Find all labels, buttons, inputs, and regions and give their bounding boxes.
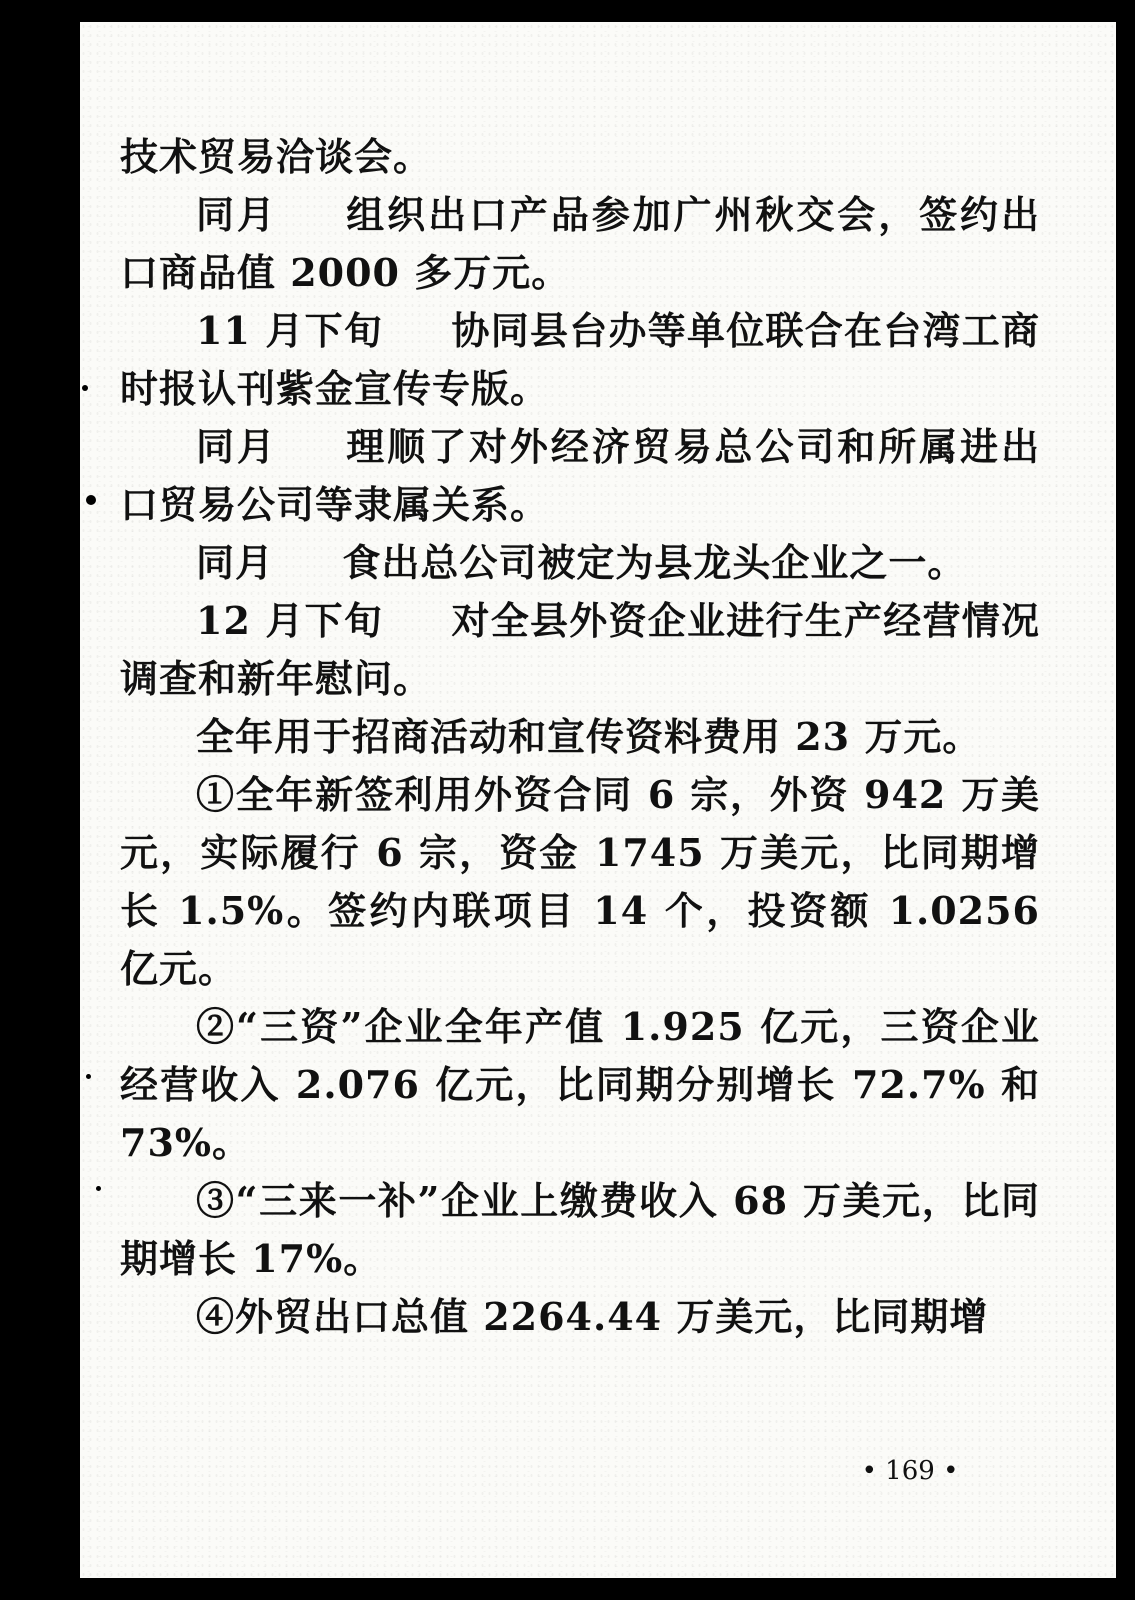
entry-text: 组织出口产品参加广州秋交会，签约出口商品值 2000 多万元。 xyxy=(120,192,1040,295)
paragraph xyxy=(120,1172,1040,1288)
entry-text: 食出总公司被定为县龙头企业之一。 xyxy=(342,540,967,585)
entry-text: 对全县外资企业进行生产经营情况调查和新年慰问。 xyxy=(120,598,1040,701)
page-number: • 169 • xyxy=(861,1456,959,1486)
paragraph xyxy=(120,998,1040,1172)
scan-speck xyxy=(86,1074,91,1079)
body-text xyxy=(120,128,1040,1346)
entry-text: 技术贸易洽谈会。 xyxy=(120,134,433,179)
paragraph xyxy=(120,186,1040,302)
entry-text: 协同县台办等单位联合在台湾工商时报认刊紫金宣传专版。 xyxy=(120,308,1040,411)
entry-date: 同月 xyxy=(196,540,275,585)
paragraph xyxy=(120,418,1040,534)
entry-date: 同月 xyxy=(196,192,278,237)
entry-text: 全年用于招商活动和宣传资料费用 23 万元。 xyxy=(196,714,982,759)
entry-text: ②“三资”企业全年产值 1.925 亿元，三资企业经营收入 2.076 亿元，比同期分别增长 72.7% 和 73%。 xyxy=(120,1004,1040,1165)
entry-text: ③“三来一补”企业上缴费收入 68 万美元，比同期增长 17%。 xyxy=(120,1178,1040,1281)
paragraph xyxy=(120,1288,1040,1346)
paragraph xyxy=(120,128,1040,186)
paragraph xyxy=(120,592,1040,708)
paragraph xyxy=(120,534,1040,592)
paragraph xyxy=(120,708,1040,766)
entry-date: 11 月下旬 xyxy=(196,308,384,353)
paragraph xyxy=(120,766,1040,998)
entry-text: 理顺了对外经济贸易总公司和所属进出口贸易公司等隶属关系。 xyxy=(120,424,1040,527)
entry-text: ①全年新签利用外资合同 6 宗，外资 942 万美元，实际履行 6 宗，资金 1745 万美元，比同期增长 1.5%。签约内联项目 14 个，投资额 1.0256 亿元。 xyxy=(120,772,1040,991)
scan-speck xyxy=(82,385,88,391)
entry-text: ④外贸出口总值 2264.44 万美元，比同期增 xyxy=(196,1294,989,1339)
entry-date: 同月 xyxy=(196,424,278,469)
entry-date: 12 月下旬 xyxy=(196,598,384,643)
paragraph xyxy=(120,302,1040,418)
scan-speck xyxy=(86,495,96,505)
scan-speck xyxy=(96,1186,101,1191)
